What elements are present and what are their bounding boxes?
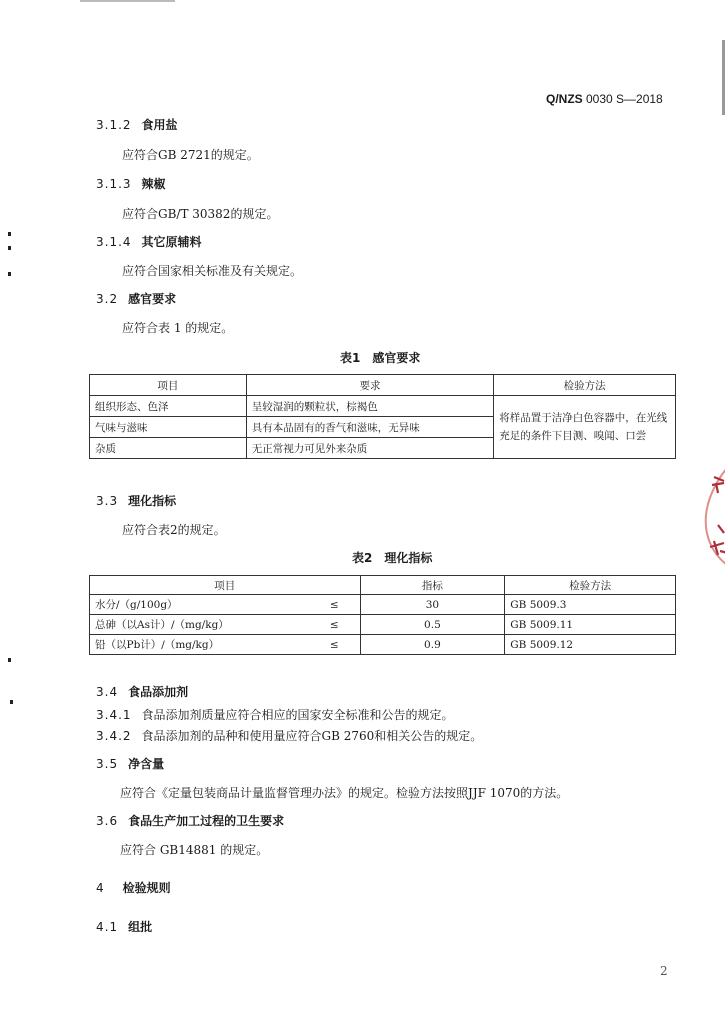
table-cell: ≤ (309, 615, 360, 635)
table-header-row (90, 576, 676, 595)
table-cell: GB 5009.3 (505, 595, 676, 615)
scan-mark (8, 232, 11, 236)
table-cell: 无正常视力可见外来杂质 (246, 438, 494, 459)
table-cell-method: 将样品置于洁净白色容器中，在光线充足的条件下目测、嗅闻、口尝 (494, 396, 676, 459)
section-heading-3-1-4: 3.1.4 其它原辅料 (96, 235, 202, 249)
scan-edge-line (80, 0, 175, 2)
table-header-cell: 项目 (90, 576, 361, 595)
section-heading-3-1-3: 3.1.3 辣椒 (96, 177, 166, 191)
table-row (90, 635, 676, 655)
table-cell: GB 5009.12 (505, 635, 676, 655)
page-number: 2 (660, 964, 668, 978)
table-row (90, 396, 676, 417)
table-cell: 0.9 (360, 635, 505, 655)
section-heading-4-1: 4.1 组批 (96, 920, 153, 934)
table-cell: 30 (360, 595, 505, 615)
table-cell: 组织形态、色泽 (90, 396, 247, 417)
scan-mark (8, 246, 11, 250)
section-text-3-2: 应符合表 1 的规定。 (122, 321, 234, 335)
section-heading-3-2: 3.2 感官要求 (96, 292, 177, 306)
section-text-3-3: 应符合表2的规定。 (122, 523, 226, 537)
table-cell: ≤ (309, 595, 360, 615)
table-cell: 总砷（以As计）/（mg/kg） (90, 615, 310, 635)
table-cell: GB 5009.11 (505, 615, 676, 635)
scan-mark (8, 272, 11, 276)
section-heading-3-3: 3.3 理化指标 (96, 494, 177, 508)
table-cell: 水分/（g/100g） (90, 595, 310, 615)
table-cell: ≤ (309, 635, 360, 655)
scan-mark (10, 700, 13, 704)
table-cell: 呈较湿润的颗粒状，棕褐色 (246, 396, 494, 417)
section-text-3-5: 应符合《定量包装商品计量监督管理办法》的规定。检验方法按照JJF 1070的方法。 (120, 786, 569, 800)
table-header-row (90, 375, 676, 396)
scan-mark (8, 658, 11, 662)
section-text-3-1-3: 应符合GB/T 30382的规定。 (122, 207, 279, 221)
table-header-cell: 检验方法 (505, 576, 676, 595)
table2-caption: 表2 理化指标 (352, 551, 433, 565)
table-cell: 0.5 (360, 615, 505, 635)
table-row (90, 595, 676, 615)
standard-code: Q/NZS 0030 S—2018 (546, 92, 663, 106)
sensory-requirements-table (89, 374, 676, 459)
section-heading-3-1-2: 3.1.2 食用盐 (96, 118, 178, 132)
table-header-cell: 检验方法 (494, 375, 676, 396)
section-heading-3-6: 3.6 食品生产加工过程的卫生要求 (96, 814, 285, 828)
red-seal-stamp (700, 455, 725, 575)
section-text-3-6: 应符合 GB14881 的规定。 (120, 843, 269, 857)
table-header-cell: 要求 (246, 375, 494, 396)
section-heading-3-4: 3.4 食品添加剂 (96, 685, 189, 699)
table-cell: 铅（以Pb计）/（mg/kg） (90, 635, 310, 655)
table-cell: 杂质 (90, 438, 247, 459)
section-heading-4: 4 检验规则 (96, 881, 171, 895)
table1-caption: 表1 感官要求 (340, 351, 421, 365)
table-row (90, 615, 676, 635)
physicochemical-table (89, 575, 676, 655)
section-heading-3-5: 3.5 净含量 (96, 757, 165, 771)
table-header-cell: 指标 (360, 576, 505, 595)
section-text-3-1-2: 应符合GB 2721的规定。 (122, 148, 259, 162)
section-text-3-4-1: 3.4.1 食品添加剂质量应符合相应的国家安全标准和公告的规定。 (96, 708, 454, 722)
table-cell: 气味与滋味 (90, 417, 247, 438)
section-text-3-1-4: 应符合国家相关标准及有关规定。 (122, 264, 303, 278)
section-text-3-4-2: 3.4.2 食品添加剂的品种和使用量应符合GB 2760和相关公告的规定。 (96, 729, 483, 743)
table-cell: 具有本品固有的香气和滋味，无异味 (246, 417, 494, 438)
table-header-cell: 项目 (90, 375, 247, 396)
